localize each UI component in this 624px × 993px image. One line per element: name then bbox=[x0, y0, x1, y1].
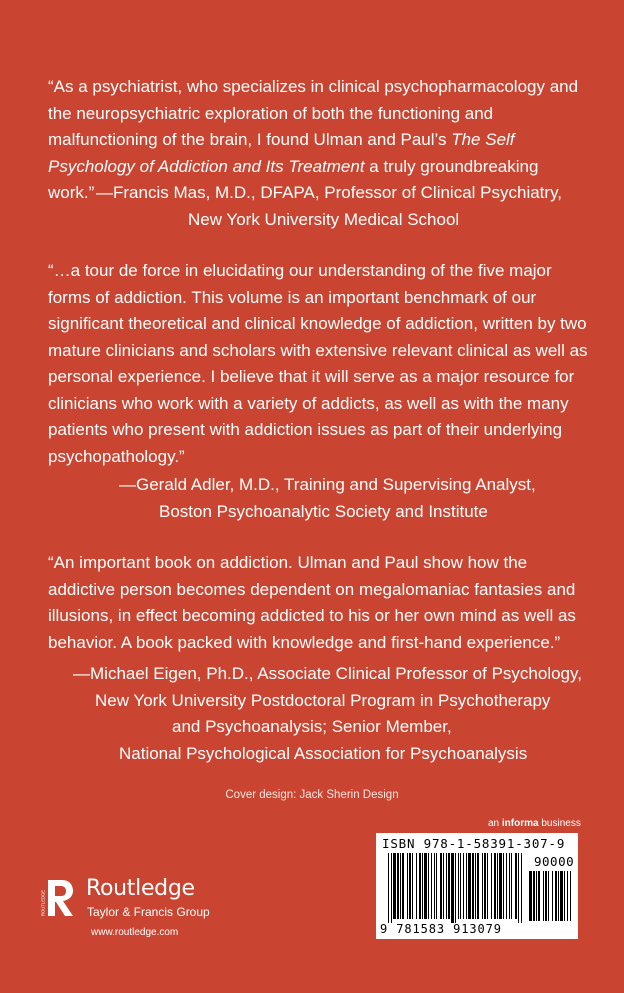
barcode-bar bbox=[506, 853, 507, 919]
addon-bar bbox=[538, 871, 540, 921]
barcode-bar bbox=[503, 853, 504, 919]
publisher-name: Routledge bbox=[86, 876, 195, 901]
barcode-bar bbox=[494, 853, 496, 919]
publisher-url: www.routledge.com bbox=[91, 927, 179, 938]
addon-bar bbox=[536, 871, 537, 921]
attribution-line: National Psychological Association for Psychoanalysis bbox=[119, 743, 528, 763]
addon-bar bbox=[558, 871, 559, 921]
barcode-digits: 9 781583 913079 bbox=[380, 922, 502, 936]
routledge-logo bbox=[42, 876, 242, 926]
barcode-bar bbox=[463, 853, 464, 919]
price-addon: 90000 bbox=[534, 854, 575, 869]
barcode-bar bbox=[460, 853, 461, 919]
attribution-line: —Francis Mas, M.D., DFAPA, Professor of Clinical Psychiatry, bbox=[96, 183, 563, 202]
barcode-bar bbox=[484, 853, 486, 919]
barcode-bar bbox=[515, 853, 517, 919]
svg-text:ROUTLEDGE: ROUTLEDGE bbox=[40, 889, 46, 916]
barcode-bar bbox=[407, 853, 408, 919]
barcode-bar bbox=[458, 853, 459, 919]
barcode-bar bbox=[521, 853, 522, 923]
attribution-line: and Psychoanalysis; Senior Member, bbox=[172, 717, 452, 736]
barcode-bar bbox=[409, 853, 411, 919]
addon-bar bbox=[529, 871, 532, 921]
barcode-bar bbox=[511, 853, 512, 919]
barcode-bar bbox=[422, 853, 423, 919]
barcode-bar bbox=[448, 853, 450, 919]
addon-bar bbox=[533, 871, 535, 921]
addon-bar bbox=[564, 871, 565, 921]
barcode-bar bbox=[400, 853, 401, 919]
barcode-bar bbox=[491, 853, 492, 919]
barcode-bar bbox=[424, 853, 427, 919]
barcode-bar bbox=[518, 853, 519, 923]
barcode-bar bbox=[397, 853, 399, 919]
barcode-bar bbox=[434, 853, 435, 919]
barcode-bar bbox=[455, 853, 456, 923]
quote-eigen: “An important book on addiction. Ulman and Paul show how the addictive person becomes dependent on megalomaniac fantasies and illusions, in effect becoming addicted to his or her own mind as well as behavior. A book packed with knowledge and first-hand experience.” bbox=[48, 553, 576, 652]
barcode-bar bbox=[443, 853, 444, 919]
barcode-bar bbox=[446, 853, 447, 919]
barcode-bar bbox=[497, 853, 498, 919]
barcode-bar bbox=[388, 853, 389, 923]
barcode-bar bbox=[499, 853, 502, 919]
attribution-adler bbox=[119, 472, 536, 525]
barcode-bar bbox=[472, 853, 474, 919]
routledge-r-icon bbox=[42, 878, 76, 918]
addon-bar bbox=[548, 871, 549, 921]
barcode-bar bbox=[428, 853, 429, 919]
book-title: The Self Psychology of Addiction and Its Treatment bbox=[48, 130, 515, 176]
barcode-bar bbox=[419, 853, 421, 919]
barcode-bar bbox=[487, 853, 488, 919]
attribution-line: —Michael Eigen, Ph.D., Associate Clinical Professor of Psychology, bbox=[73, 664, 582, 683]
isbn-barcode bbox=[376, 833, 578, 939]
barcode-bar bbox=[475, 853, 476, 919]
addon-bar bbox=[570, 871, 571, 921]
addon-bar bbox=[567, 871, 568, 921]
barcode-bar bbox=[391, 853, 392, 923]
attribution-line: New York University Postdoctoral Program in Psychotherapy bbox=[95, 690, 551, 710]
addon-bar bbox=[543, 871, 544, 921]
addon-bar bbox=[560, 871, 563, 921]
isbn-label: ISBN 978-1-58391-307-9 bbox=[382, 836, 566, 851]
addon-bar bbox=[545, 871, 547, 921]
barcode-bar bbox=[440, 853, 442, 919]
addon-bar bbox=[555, 871, 557, 921]
barcode-bar bbox=[431, 853, 432, 919]
barcode-bar bbox=[466, 853, 467, 919]
attribution-line: —Gerald Adler, M.D., Training and Supervising Analyst, bbox=[119, 475, 536, 494]
quote-mas-text: “As a psychiatrist, who specializes in clinical psychopharmacology and the neuropsychiatric exploration of both the functioning and malfunctioning of the brain, I found Ulman and Paul’s bbox=[48, 77, 579, 149]
quote-mas-text-end: a truly groundbreaking work.” bbox=[48, 156, 539, 202]
quote-adler: “…a tour de force in elucidating our understanding of the five major forms of addiction. This volume is an important benchmark of our significant theoretical and clinical knowledge of addiction, written by two mature clinicians and scholars with extensive relevant clinical as well as personal experience. I believe that it will serve as a major resource for clinicians who work with a variety of addicts, as well as with the many patients who present with addiction issues as part of their underlying psychopathology.” bbox=[48, 261, 588, 466]
addon-bar bbox=[552, 871, 553, 921]
publisher-group: Taylor & Francis Group bbox=[87, 905, 210, 919]
attribution-line: New York University Medical School bbox=[188, 209, 460, 229]
attribution-mas bbox=[96, 180, 562, 233]
barcode-bar bbox=[477, 853, 479, 919]
barcode-bar bbox=[436, 853, 437, 919]
barcode-bar bbox=[468, 853, 471, 919]
barcode-bar bbox=[412, 853, 413, 919]
barcode-bar bbox=[416, 853, 417, 919]
barcode-bar bbox=[509, 853, 510, 919]
attribution-line: Boston Psychoanalytic Society and Institute bbox=[159, 501, 488, 521]
attribution-eigen bbox=[73, 661, 582, 767]
barcode-bar bbox=[482, 853, 483, 919]
barcode-bar bbox=[393, 853, 396, 919]
cover-credit: Cover design: Jack Sherin Design bbox=[225, 789, 399, 801]
informa-tagline: an informa business bbox=[488, 818, 581, 829]
barcode-bar bbox=[402, 853, 404, 919]
barcode-bar bbox=[451, 853, 454, 923]
